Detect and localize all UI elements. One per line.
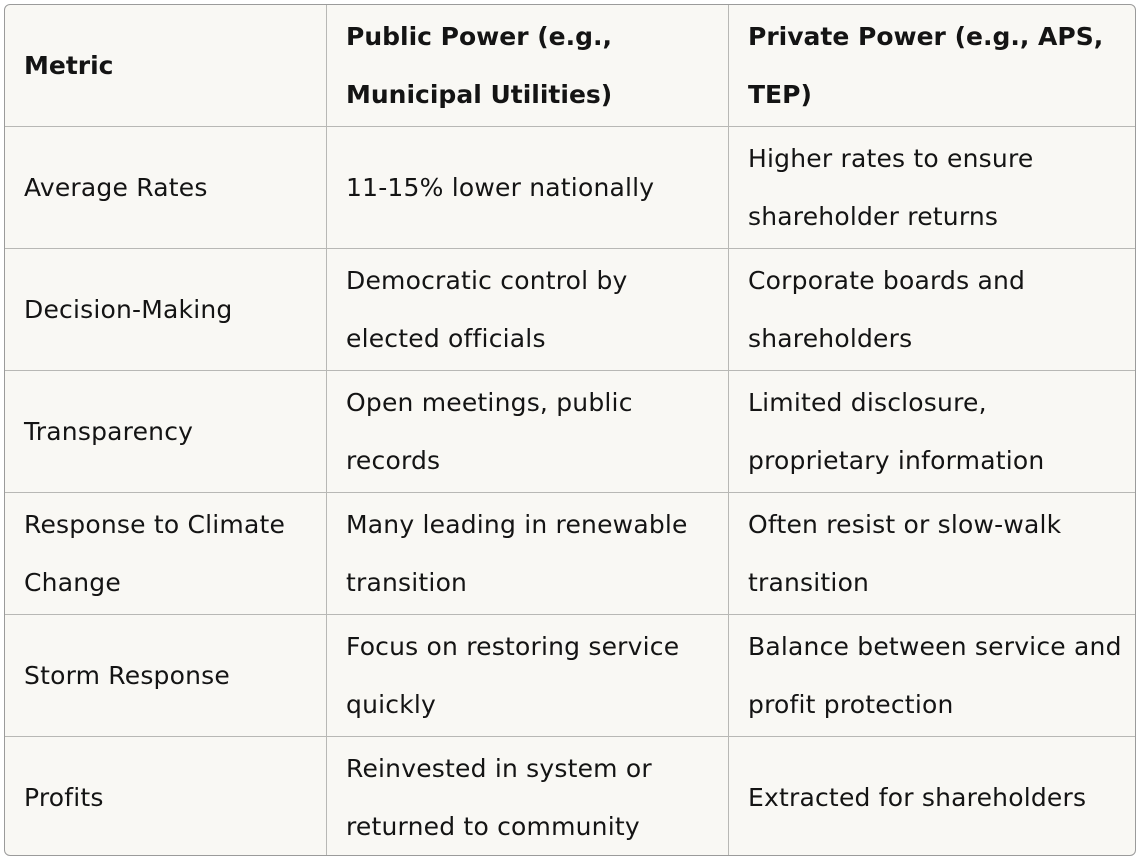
private-power-cell: Limited disclosure, proprietary information: [729, 371, 1137, 493]
public-power-cell: Many leading in renewable transition: [327, 493, 729, 615]
table-row: [5, 737, 1137, 857]
metric-cell: Average Rates: [5, 127, 327, 249]
table-row: [5, 493, 1137, 615]
metric-cell: Profits: [5, 737, 327, 857]
private-power-cell: Often resist or slow-walk transition: [729, 493, 1137, 615]
public-power-cell: 11-15% lower nationally: [327, 127, 729, 249]
comparison-table-frame: [4, 4, 1136, 856]
comparison-table: [4, 4, 1136, 856]
public-power-cell: Focus on restoring service quickly: [327, 615, 729, 737]
metric-cell: Response to Climate Change: [5, 493, 327, 615]
private-power-cell: Higher rates to ensure shareholder returns: [729, 127, 1137, 249]
table-row: [5, 249, 1137, 371]
metric-cell: Decision-Making: [5, 249, 327, 371]
metric-cell: Storm Response: [5, 615, 327, 737]
public-power-cell: Open meetings, public records: [327, 371, 729, 493]
table-row: [5, 371, 1137, 493]
private-power-cell: Balance between service and profit protection: [729, 615, 1137, 737]
header-public-power: Public Power (e.g., Municipal Utilities): [327, 5, 729, 127]
table-row: [5, 127, 1137, 249]
metric-cell: Transparency: [5, 371, 327, 493]
public-power-cell: Democratic control by elected officials: [327, 249, 729, 371]
header-metric: Metric: [5, 5, 327, 127]
public-power-cell: Reinvested in system or returned to community: [327, 737, 729, 857]
table-row: [5, 615, 1137, 737]
header-private-power: Private Power (e.g., APS, TEP): [729, 5, 1137, 127]
table-header-row: [5, 5, 1137, 127]
private-power-cell: Corporate boards and shareholders: [729, 249, 1137, 371]
private-power-cell: Extracted for shareholders: [729, 737, 1137, 857]
